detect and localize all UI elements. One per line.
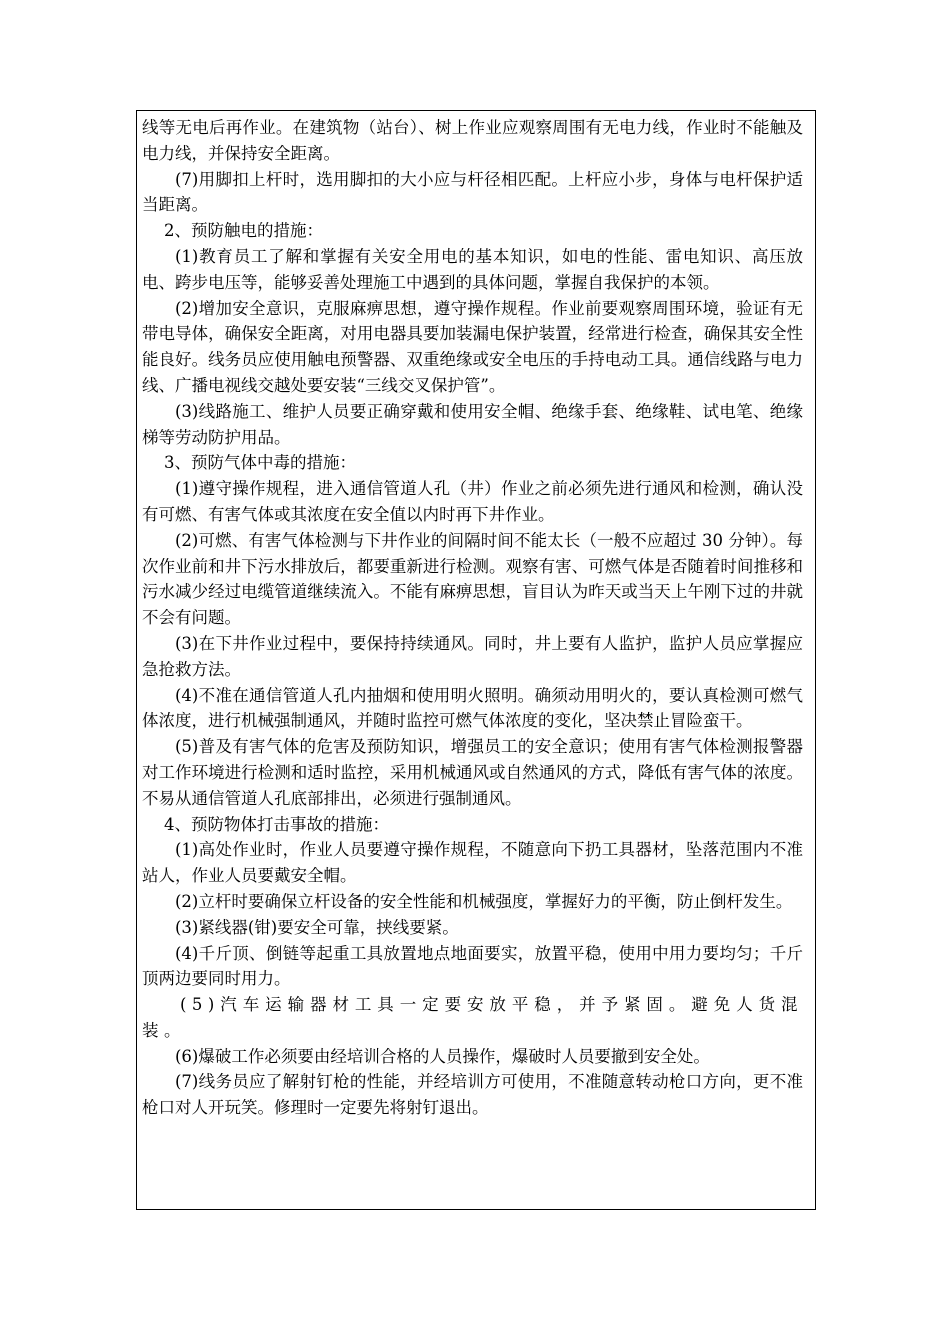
paragraph-item-3-wire-tensioner: (3)紧线器(钳)要安全可靠，挟线要紧。 <box>175 917 459 937</box>
paragraph-item-4-no-open-flame: (4)不准在通信管道人孔内抽烟和使用明火照明。确须动用明火的，要认真检测可燃气体浓度，进行机械强制通风，并随时监控可燃气体浓度的变化，坚决禁止冒险蛮干。 <box>142 685 803 731</box>
paragraph-item-1-height-work: (1)高处作业时，作业人员要遵守操作规程，不随意向下扔工具器材，坠落范围内不准站人，作业人员要戴安全帽。 <box>142 840 803 886</box>
paragraph-item-1-ventilation: (1)遵守操作规程，进入通信管道人孔（井）作业之前必须先进行通风和检测，确认没有可燃、有害气体或其浓度在安全值以内时再下井作业。 <box>142 479 803 524</box>
paragraph-item-1-education: (1)教育员工了解和掌握有关安全用电的基本知识，如电的性能、雷电知识、高压放电、跨步电压等，能够妥善处理施工中遇到的具体问题，掌握自我保护的本领。 <box>142 246 803 292</box>
paragraph-item-7-nail-gun: (7)线务员应了解射钉枪的性能，并经培训方可使用，不准随意转动枪口方向，更不准枪口对人开玩笑。修理时一定要先将射钉退出。 <box>142 1072 803 1118</box>
paragraph-item-2-awareness: (2)增加安全意识，克服麻痹思想，遵守操作规程。作业前要观察周围环境，验证有无带电导体，确保安全距离，对用电器具要加装漏电保护装置，经常进行检查，确保其安全性能良好。线务员应使用触电预警器、双重绝缘或安全电压的手持电动工具。通信线路与电力线、广播电视线交越处要安装“三线交叉保护管”。 <box>142 298 803 395</box>
section-heading-object-strike: 4、预防物体打击事故的措施： <box>164 814 389 834</box>
content-table-cell <box>136 110 816 1210</box>
section-heading-electric-shock: 2、预防触电的措施： <box>164 221 323 241</box>
section-heading-gas-poisoning: 3、预防气体中毒的措施： <box>164 453 356 473</box>
paragraph-item-3-monitoring: (3)在下井作业过程中，要保持持续通风。同时，井上要有人监护，监护人员应掌握应急抢救方法。 <box>142 633 803 679</box>
paragraph-item-5-transport: (5)汽车运输器材工具一定要安放平稳，并予紧固。避免人货混装。 <box>142 995 803 1040</box>
paragraph-item-6-blasting: (6)爆破工作必须要由经培训合格的人员操作，爆破时人员要撤到安全处。 <box>175 1046 710 1066</box>
paragraph-item-3-protective-gear: (3)线路施工、维护人员要正确穿戴和使用安全帽、绝缘手套、绝缘鞋、试电笔、绝缘梯等劳动防护用品。 <box>142 401 803 447</box>
paragraph-item-5-gas-knowledge: (5)普及有害气体的危害及预防知识，增强员工的安全意识；使用有害气体检测报警器对工作环境进行检测和适时监控，采用机械通风或自然通风的方式，降低有害气体的浓度。不易从通信管道人孔底部排出，必须进行强制通风。 <box>142 737 803 808</box>
paragraph-item-2-pole-erection: (2)立杆时要确保立杆设备的安全性能和机械强度，掌握好力的平衡，防止倒杆发生。 <box>175 891 793 911</box>
paragraph-item-7-climbing: (7)用脚扣上杆时，选用脚扣的大小应与杆径相匹配。上杆应小步，身体与电杆保护适当距离。 <box>142 169 803 215</box>
paragraph-item-2-detection-interval: (2)可燃、有害气体检测与下井作业的间隔时间不能太长（一般不应超过 30 分钟）。每次作业前和井下污水排放后，都要重新进行检测。观察有害、可燃气体是否随着时间推移和污水减少经过电缆管道继续流入。不能有麻痹思想，盲目认为昨天或当天上午刚下过的井就不会有问题。 <box>142 530 803 628</box>
paragraph-continuation: 线等无电后再作业。在建筑物（站台）、树上作业应观察周围有无电力线，作业时不能触及电力线，并保持安全距离。 <box>142 118 803 163</box>
paragraph-item-4-jack: (4)千斤顶、倒链等起重工具放置地点地面要实，放置平稳，使用中用力要均匀；千斤顶两边要同时用力。 <box>142 943 803 989</box>
